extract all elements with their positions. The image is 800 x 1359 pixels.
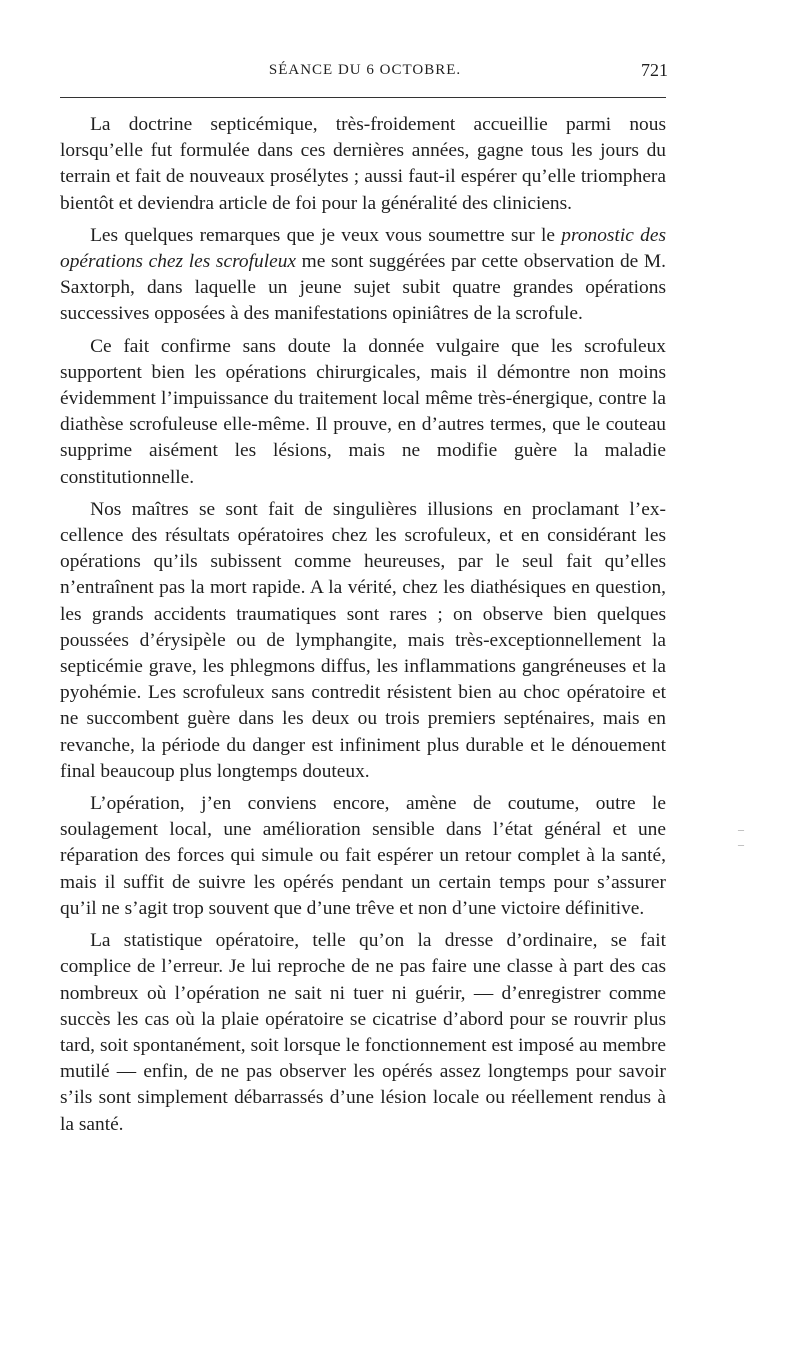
paragraph-2-start: Les quelques remarques que je veux vous soumettre sur le [90,224,562,246]
body-text [60,112,666,1144]
page-number: 721 [641,60,668,80]
paragraph-3: Ce fait confirme sans doute la donnée vulgaire que les scrofuleux supportent bien les opérations chirurgicales, mais il démontre non moins évidemment l’impuissance du traitement local même très-énergique, contre la diathèse scrofuleuse elle-même. Il prouve, en d’autres termes, que le couteau supprime aisément les lésions, mais ne modifie guère la maladie constitutionnelle. [60,335,666,488]
running-head [62,58,668,88]
header-rule [60,97,666,98]
paragraph-2 [60,223,666,328]
paragraph-2-end: me sont suggérées par cette observation de M. Saxtorph, dans laquelle un jeune sujet subit quatre grandes opérations successives opposées à des manifestations opiniâtres de la scrofule. [60,251,666,325]
paragraph-6: La statistique opératoire, telle qu’on la dresse d’ordinaire, se fait complice de l’erreur. Je lui reproche de ne pas faire une classe à part des cas nombreux où l’opération ne sait ni tuer ni guérir, — d’enregistrer comme succès les cas où la plaie opératoire se cicatrise d’abord pour se rouvrir plus tard, soit spontanément, soit lorsque le fonctionnement est imposé au membre mutilé — enfin, de ne pas observer les opérés assez longtemps pour savoir s’ils sont simplement débarrassés d’une lésion locale ou réellement rendus à la santé. [60,930,666,1135]
paragraph-1: La doctrine septicémique, très-froidement accueillie parmi nous lorsqu’elle fut formulée dans ces dernières années, gagne tous les jours du terrain et fait de nouveaux prosélytes ; aussi faut-il espérer qu’elle triomphera bientôt et deviendra article de foi pour la généralité des cliniciens. [60,114,666,214]
paragraph-4: Nos maîtres se sont fait de singulières illusions en proclamant l’excellence des résultats opératoires chez les scrofuleux, et en considérant les opérations qu’ils subissent comme heureuses, par le seul fait qu’elles n’entraînent pas la mort rapide. A la vérité, chez les diathésiques en question, les grands accidents traumatiques sont rares ; on observe bien quelques poussées d’érysipèle ou de lymphangite, mais très-exceptionnellement la septicémie grave, les phlegmons diffus, les inflammations gangréneuses et la pyohémie. Les scrofuleux sans contredit résistent bien au choc opératoire et ne succombent guère dans les deux ou trois premiers septénaires, mais en revanche, la période du danger est infiniment plus durable et le dénouement final beaucoup plus longtemps douteux. [60,498,666,782]
running-title: SÉANCE DU 6 OCTOBRE. [268,62,462,78]
paragraph-2-italic-title: pronostic des opérations chez les scrofuleux [60,224,666,273]
margin-mark: – – [738,822,760,851]
paragraph-5: L’opération, j’en conviens encore, amène de coutume, outre le soulagement local, une amélioration sensible dans l’état général et une réparation des forces qui simule ou fait espérer un retour complet à la santé, mais il suffit de suivre les opérés pendant un certain temps pour s’assurer qu’il ne s’agit trop souvent que d’une trêve et non d’une victoire définitive. [60,793,666,919]
